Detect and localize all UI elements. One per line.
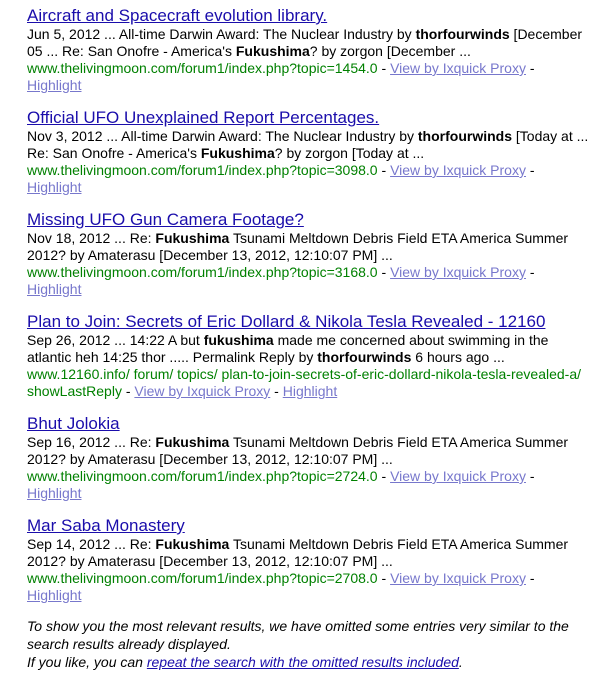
snippet-text: Jun 5, 2012 ... All-time Darwin Award: The Nuclear Industry by [27,26,416,42]
proxy-link[interactable]: View by Ixquick Proxy [390,60,526,76]
snippet-keyword: thorfourwinds [317,349,412,365]
snippet-keyword: fukushima [203,332,274,348]
search-result [27,311,592,400]
separator: - [525,570,535,586]
snippet-keyword: Fukushima [155,230,230,246]
omitted-results-notice [27,617,592,671]
snippet-keyword: thorfourwinds [415,26,510,42]
result-list [27,5,592,604]
separator: - [377,60,391,76]
snippet-text: Tsunami Meltdown Debris Field ETA America Summer 2012? by Amaterasu [December 13, 2012, 12:10:07 PM] ... [27,434,569,467]
snippet-keyword: Fukushima [155,434,230,450]
separator: - [525,468,535,484]
snippet-text: Sep 14, 2012 ... Re: [27,536,156,552]
proxy-link[interactable]: View by Ixquick Proxy [390,162,526,178]
proxy-link[interactable]: View by Ixquick Proxy [390,264,526,280]
snippet-text: Sep 16, 2012 ... Re: [27,434,156,450]
separator: - [377,162,391,178]
result-url: www.thelivingmoon.com/forum1/index.php?topic=2724.0 [27,468,378,484]
omitted-prefix: If you like, you can [27,654,147,670]
result-meta [27,570,592,604]
result-url: www.thelivingmoon.com/forum1/index.php?topic=1454.0 [27,60,378,76]
snippet-text: [December 05 ... Re: San Onofre - America's [27,26,583,59]
snippet-keyword: Fukushima [200,145,275,161]
result-meta [27,264,592,298]
snippet-text: Tsunami Meltdown Debris Field ETA America Summer 2012? by Amaterasu [December 13, 2012, 12:10:07 PM] ... [27,536,569,569]
result-url: www.thelivingmoon.com/forum1/index.php?topic=3168.0 [27,264,378,280]
separator: - [525,162,535,178]
search-result [27,413,592,502]
snippet-text: ? by zorgon [Today at ... [274,145,425,161]
separator: - [377,570,391,586]
omitted-notice-text: To show you the most relevant results, we have omitted some entries very similar to the search results already displayed. [27,618,569,652]
snippet-keyword: Fukushima [235,43,310,59]
separator: - [377,264,391,280]
highlight-link[interactable]: Highlight [27,281,82,297]
result-url: www.thelivingmoon.com/forum1/index.php?topic=2708.0 [27,570,378,586]
separator: - [525,264,535,280]
result-snippet [27,536,592,570]
proxy-link[interactable]: View by Ixquick Proxy [390,468,526,484]
separator: - [525,60,535,76]
separator: - [121,383,135,399]
result-url: www.12160.info/ forum/ topics/ plan-to-join-secrets-of-eric-dollard-nikola-tesla-revealed-a/ showLastReply [27,366,582,399]
result-snippet [27,230,592,264]
highlight-link[interactable]: Highlight [27,485,82,501]
search-result [27,515,592,604]
omitted-suffix: . [458,654,463,670]
result-meta [27,366,592,400]
proxy-link[interactable]: View by Ixquick Proxy [134,383,271,399]
result-meta [27,162,592,196]
separator: - [270,383,283,399]
highlight-link[interactable]: Highlight [282,383,338,399]
snippet-keyword: Fukushima [155,536,230,552]
search-result [27,209,592,298]
result-snippet [27,332,592,366]
result-snippet [27,26,592,60]
result-title-link[interactable]: Plan to Join: Secrets of Eric Dollard & Nikola Tesla Revealed - 12160 [27,312,546,331]
omitted-notice-repeat [27,653,592,671]
snippet-text: 6 hours ago ... [411,349,505,365]
result-title-link[interactable]: Aircraft and Spacecraft evolution library. [27,6,328,25]
snippet-keyword: thorfourwinds [417,128,512,144]
result-snippet [27,434,592,468]
separator: - [377,468,391,484]
result-snippet [27,128,592,162]
result-title-link[interactable]: Bhut Jolokia [27,414,120,433]
highlight-link[interactable]: Highlight [27,587,82,603]
snippet-text: Nov 18, 2012 ... Re: [27,230,156,246]
search-result [27,5,592,94]
snippet-text: [Today at ... Re: San Onofre - America's [27,128,589,161]
snippet-text: Tsunami Meltdown Debris Field ETA America Summer 2012? by Amaterasu [December 13, 2012, 12:10:07 PM] ... [27,230,569,263]
proxy-link[interactable]: View by Ixquick Proxy [390,570,526,586]
snippet-text: Sep 26, 2012 ... 14:22 A but [27,332,204,348]
highlight-link[interactable]: Highlight [27,179,82,195]
result-title-link[interactable]: Mar Saba Monastery [27,516,185,535]
snippet-text: Nov 3, 2012 ... All-time Darwin Award: The Nuclear Industry by [27,128,418,144]
search-result [27,107,592,196]
result-title-link[interactable]: Missing UFO Gun Camera Footage? [27,210,304,229]
highlight-link[interactable]: Highlight [27,77,82,93]
repeat-search-link[interactable]: repeat the search with the omitted results included [146,654,459,670]
result-url: www.thelivingmoon.com/forum1/index.php?topic=3098.0 [27,162,378,178]
snippet-text: ? by zorgon [December ... [309,43,471,59]
result-meta [27,468,592,502]
result-meta [27,60,592,94]
snippet-text: made me concerned about swimming in the atlantic heh 14:25 thor ..... Permalink Reply by [27,332,549,365]
result-title-link[interactable]: Official UFO Unexplained Report Percentages. [27,108,380,127]
